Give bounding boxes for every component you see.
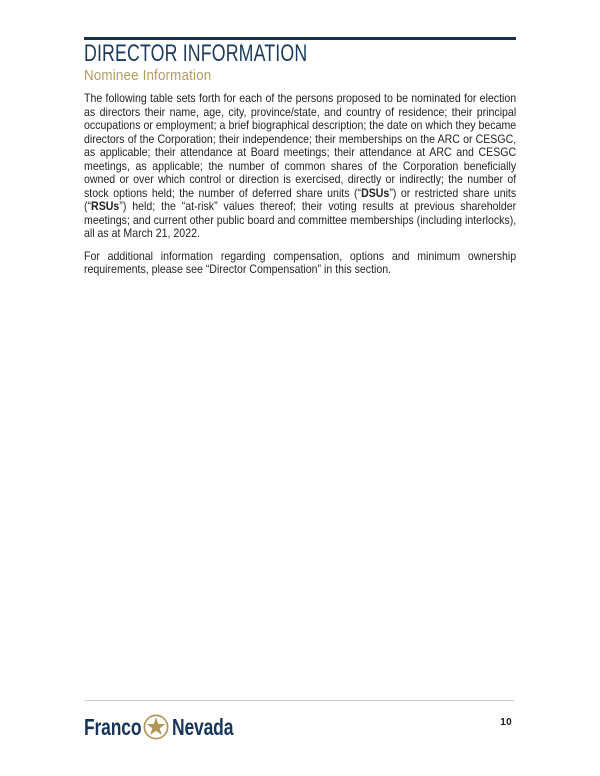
additional-info-paragraph: For additional information regarding compensation, options and minimum ownership requirements, please see “Director Compensation” in this section. [84,248,517,276]
logo-text-franco: Franco [84,713,142,740]
logo-text-nevada: Nevada [172,713,234,740]
franco-nevada-logo [84,712,253,742]
footer-rule [84,700,514,701]
intro-paragraph: The following table sets forth for each of the persons proposed to be nominated for election as directors their name, age, city, province/state, and country of residence; their principal occupations or employment; a brief biographical description; the date on which they became directors of the Corporation; their independence; their memberships on the ARC or CESGC, as applicable; their attendance at Board meetings; their attendance at ARC and CESGC meetings, as applicable; the number of common shares of the Corporation beneficially owned or over which control or direction is exercised, directly or indirectly; the number of stock options held; the number of deferred share units (“DSUs”) or restricted share units (“RSUs”) held; the “at-risk” values thereof; their voting results at previous shareholder meetings; and current other public board and committee memberships (including interlocks), all as at March 21, 2022. [84,91,517,240]
star-icon [143,714,169,740]
body-text-block [84,92,516,286]
section-subtitle: Nominee Information [84,68,212,84]
page-number: 10 [500,717,512,728]
page-title: DIRECTOR INFORMATION [84,40,308,67]
